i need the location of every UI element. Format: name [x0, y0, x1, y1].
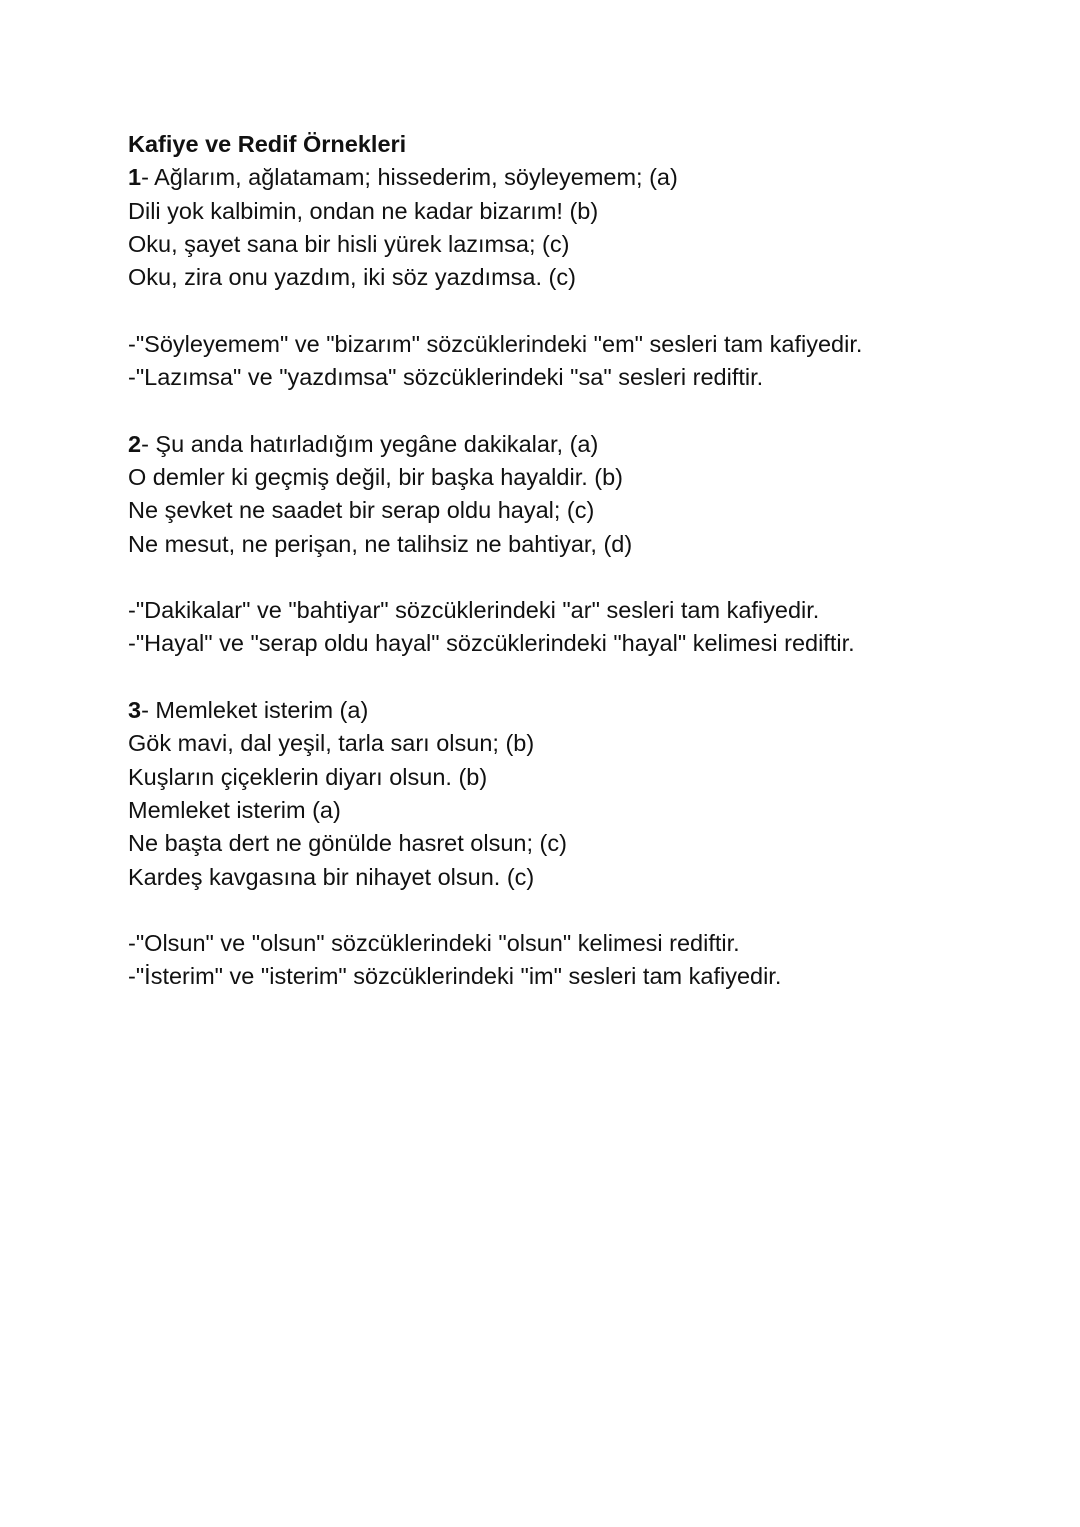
section-number: 3: [128, 697, 142, 724]
poem-line-text: - Şu anda hatırladığım yegâne dakikalar, (a): [141, 430, 599, 457]
poem-line: Kuşların çiçeklerin diyarı olsun. (b): [128, 763, 488, 790]
section-number: 2: [128, 430, 142, 457]
analysis-note: -"Lazımsa" ve "yazdımsa" sözcüklerindeki "sa" sesleri rediftir.: [128, 364, 764, 391]
page-title: Kafiye ve Redif Örnekleri: [128, 131, 407, 157]
poem-line: Oku, zira onu yazdım, iki söz yazdımsa. (c): [128, 264, 576, 291]
poem-line: Kardeş kavgasına bir nihayet olsun. (c): [128, 863, 535, 890]
poem-line: Dili yok kalbimin, ondan ne kadar bizarım! (b): [128, 197, 599, 224]
poem-line-text: - Memleket isterim (a): [141, 697, 369, 724]
poem-section-3: [128, 694, 1008, 894]
poem-line: [128, 161, 1008, 194]
poem-line-text: - Ağlarım, ağlatamam; hissederim, söyleyemem; (a): [141, 164, 678, 191]
analysis-note: -"Hayal" ve "serap oldu hayal" sözcüklerindeki "hayal" kelimesi rediftir.: [128, 630, 855, 657]
poem-line: O demler ki geçmiş değil, bir başka hayaldir. (b): [128, 463, 624, 490]
analysis-notes-2: [128, 594, 1008, 661]
poem-line: [128, 428, 1008, 461]
poem-line: Ne mesut, ne perişan, ne talihsiz ne bahtiyar, (d): [128, 530, 633, 557]
poem-line: Memleket isterim (a): [128, 796, 341, 823]
poem-line: Ne başta dert ne gönülde hasret olsun; (c): [128, 830, 567, 857]
poem-section-2: [128, 428, 1008, 561]
analysis-note: -"Olsun" ve "olsun" sözcüklerindeki "olsun" kelimesi rediftir.: [128, 930, 740, 957]
poem-line: [128, 694, 1008, 727]
analysis-notes-3: [128, 927, 1008, 994]
analysis-note: -"Söyleyemem" ve "bizarım" sözcüklerindeki "em" sesleri tam kafiyedir.: [128, 330, 863, 357]
poem-section-1: [128, 161, 1008, 294]
document-content: [128, 128, 1008, 1027]
poem-line: Ne şevket ne saadet bir serap oldu hayal; (c): [128, 497, 595, 524]
analysis-note: -"Dakikalar" ve "bahtiyar" sözcüklerindeki "ar" sesleri tam kafiyedir.: [128, 597, 820, 624]
poem-line: Oku, şayet sana bir hisli yürek lazımsa; (c): [128, 230, 570, 257]
analysis-notes-1: [128, 328, 1008, 395]
poem-line: Gök mavi, dal yeşil, tarla sarı olsun; (b): [128, 730, 535, 757]
section-number: 1: [128, 164, 142, 191]
analysis-note: -"İsterim" ve "isterim" sözcüklerindeki "im" sesleri tam kafiyedir.: [128, 963, 782, 990]
